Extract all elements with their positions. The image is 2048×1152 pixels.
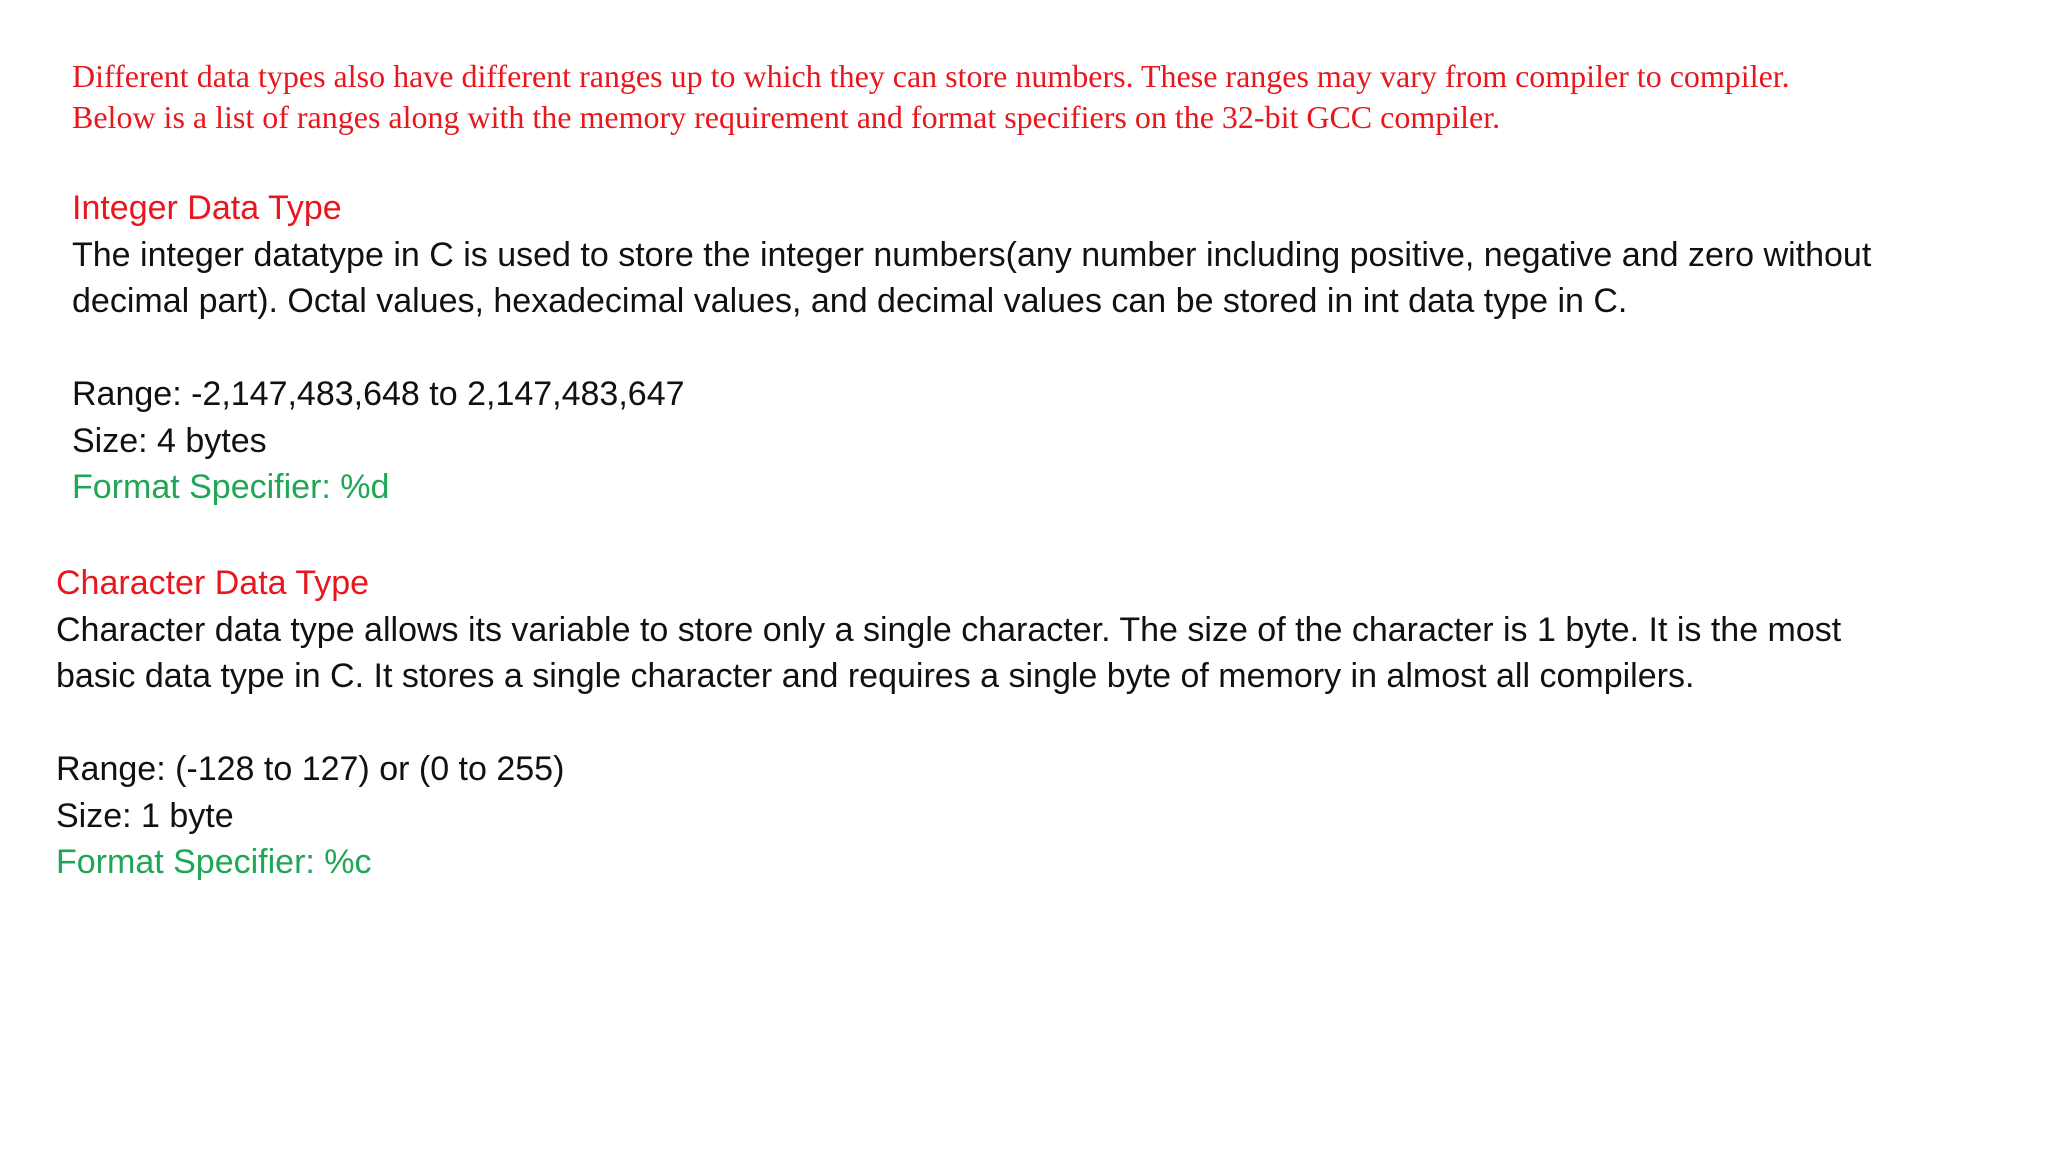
integer-description-line-2: decimal part). Octal values, hexadecimal values, and decimal values can be stored in int data type in C. <box>72 282 1628 320</box>
integer-range: Range: -2,147,483,648 to 2,147,483,647 <box>72 375 685 413</box>
intro-line-1: Different data types also have different ranges up to which they can store numbers. These ranges may vary from compiler to compiler. <box>72 58 1790 94</box>
spacer <box>56 700 2006 747</box>
spacer <box>72 325 2022 372</box>
character-section <box>56 560 2006 886</box>
character-size: Size: 1 byte <box>56 796 234 835</box>
character-format-specifier: Format Specifier: %c <box>56 843 372 881</box>
intro-line-2: Below is a list of ranges along with the memory requirement and format specifiers on the 32-bit GCC compiler. <box>72 99 1501 135</box>
integer-heading: Integer Data Type <box>72 189 342 227</box>
character-heading: Character Data Type <box>56 564 370 602</box>
intro-paragraph <box>72 56 2032 138</box>
integer-size: Size: 4 bytes <box>72 421 267 460</box>
character-range: Range: (-128 to 127) or (0 to 255) <box>56 750 565 788</box>
integer-description-line-1: The integer datatype in C is used to store the integer numbers(any number including positive, negative and zero without <box>72 235 1872 274</box>
integer-format-specifier: Format Specifier: %d <box>72 468 390 506</box>
character-description-line-2: basic data type in C. It stores a single character and requires a single byte of memory in almost all compilers. <box>56 657 1695 695</box>
integer-section <box>72 185 2022 511</box>
character-description-line-1: Character data type allows its variable to store only a single character. The size of the character is 1 byte. It is the most <box>56 610 1842 649</box>
